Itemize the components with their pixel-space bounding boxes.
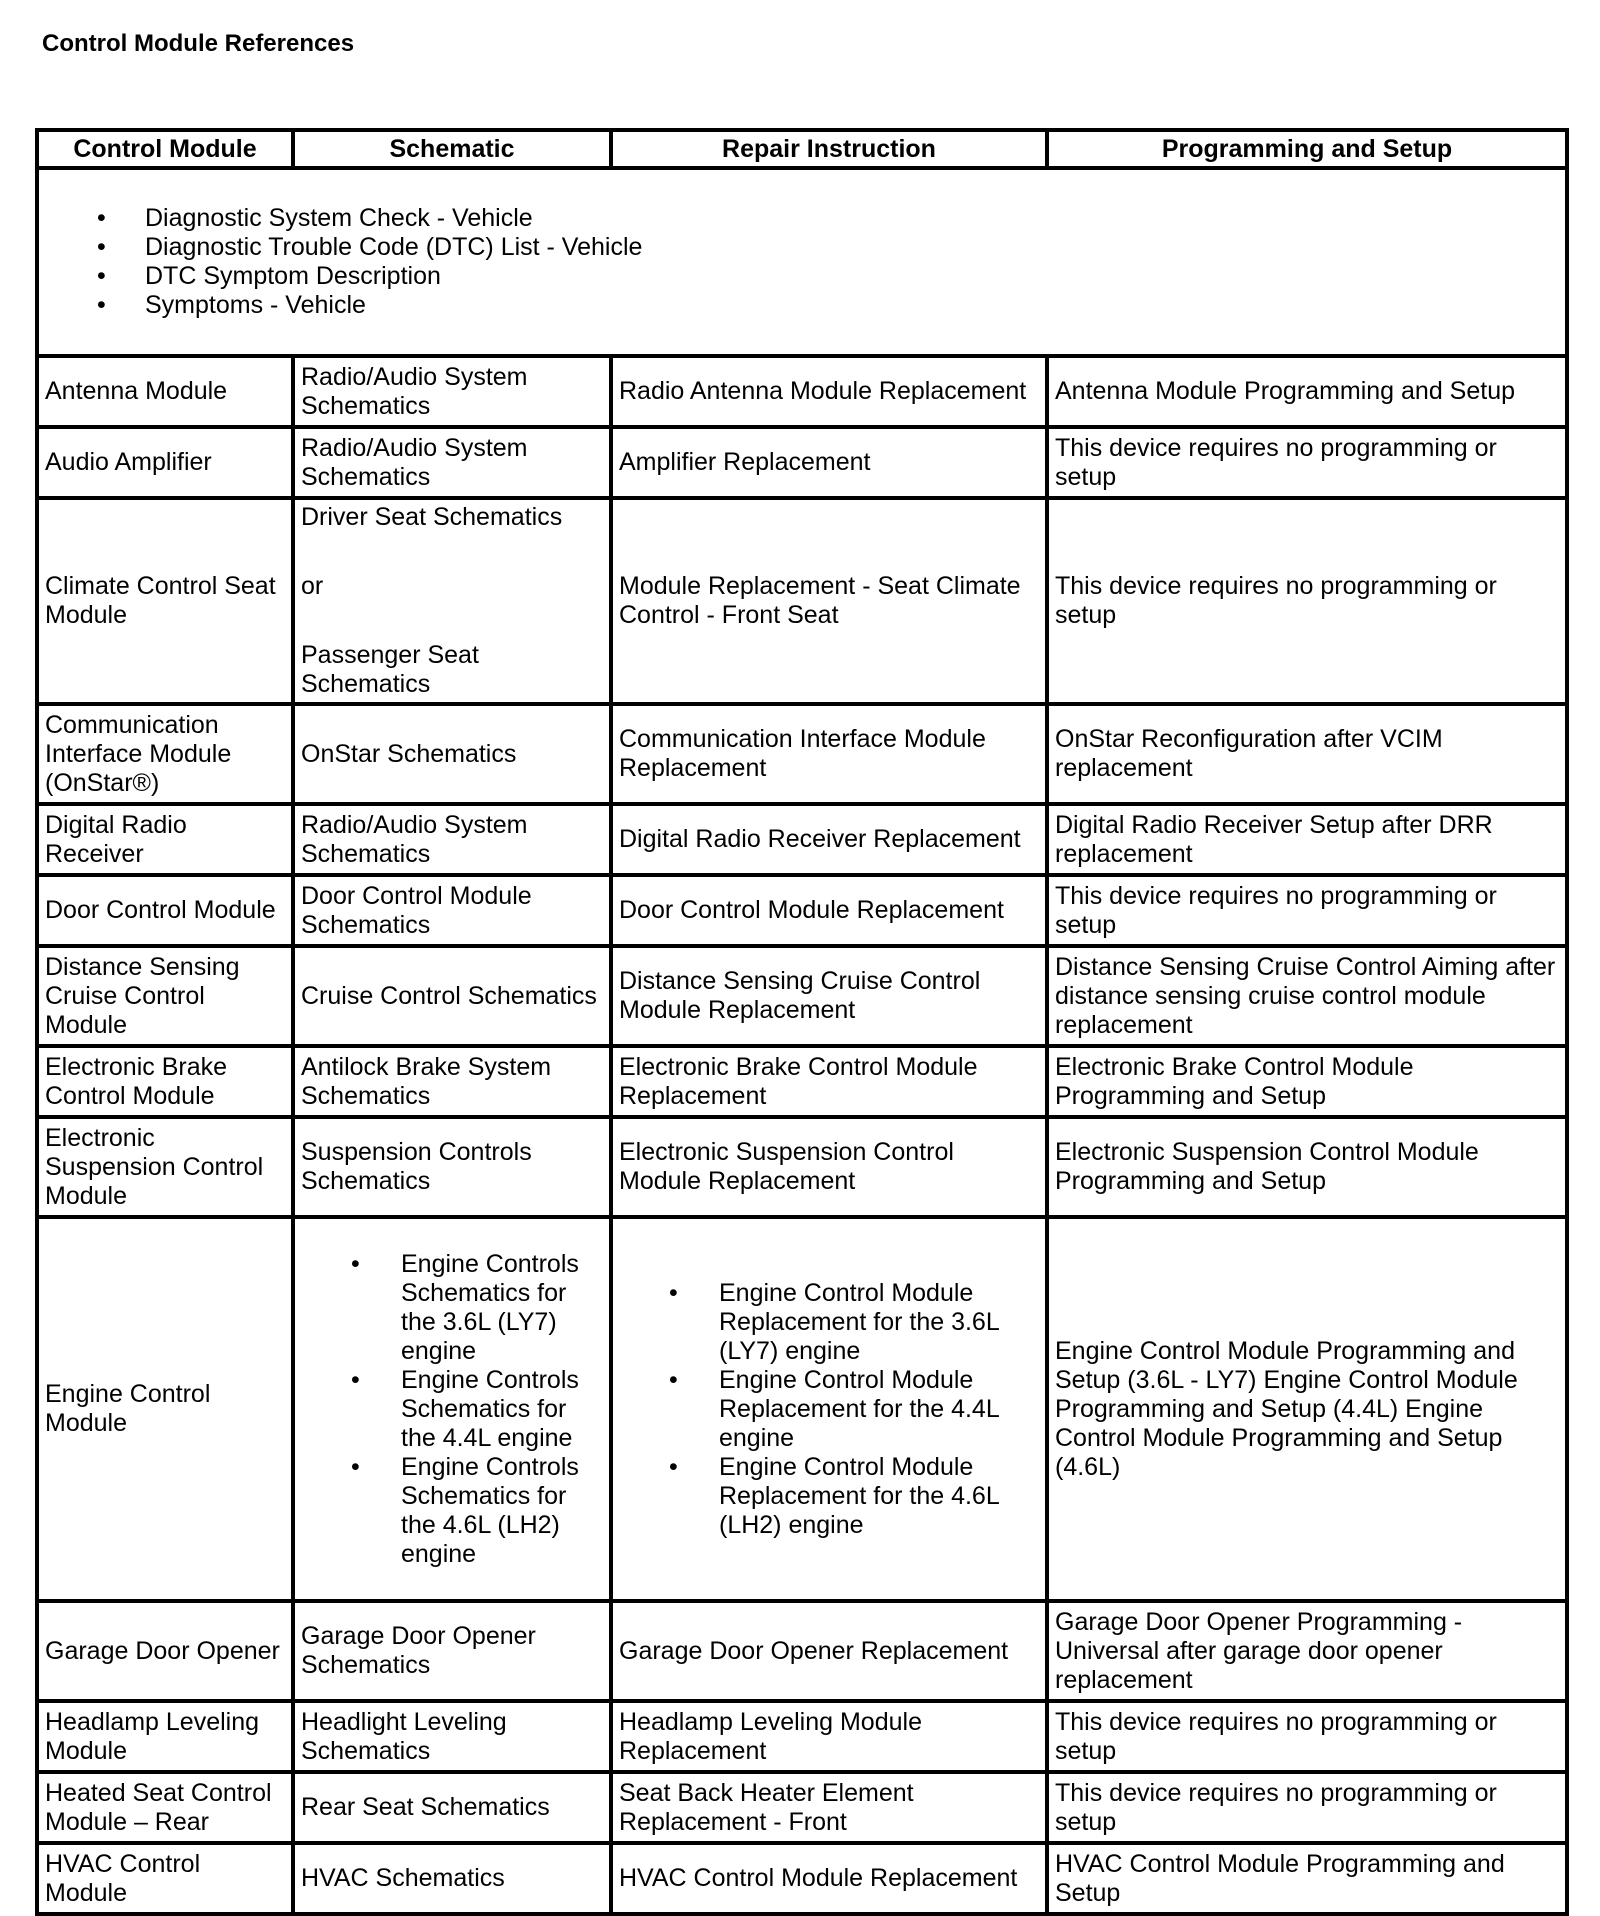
programming-link[interactable]: Electronic Brake Control Module Programming and Setup bbox=[1047, 1046, 1567, 1117]
module-cell: Digital Radio Receiver bbox=[37, 804, 293, 875]
schematic-separator: or bbox=[301, 572, 324, 600]
schematic-link[interactable]: Garage Door Opener Schematics bbox=[293, 1601, 611, 1701]
schematic-link[interactable]: Radio/Audio System Schematics bbox=[293, 427, 611, 498]
general-references-list bbox=[45, 204, 1559, 320]
schematic-link[interactable]: HVAC Schematics bbox=[293, 1843, 611, 1914]
table-row bbox=[37, 875, 1567, 946]
header-repair-instruction: Repair Instruction bbox=[611, 130, 1047, 168]
schematic-link[interactable]: • Engine Controls Schematics for the 4.4L engine bbox=[301, 1366, 603, 1453]
schematic-list bbox=[301, 1250, 603, 1569]
spacer bbox=[301, 601, 603, 641]
header-control-module: Control Module bbox=[37, 130, 293, 168]
header-row bbox=[37, 130, 1567, 168]
schematic-link[interactable]: Cruise Control Schematics bbox=[293, 946, 611, 1046]
programming-link[interactable]: Engine Control Module Programming and Setup (3.6L - LY7) Engine Control Module Programming and Setup (4.4L) Engine Control Module Programming and Setup (4.6L) bbox=[1047, 1217, 1567, 1601]
table-row bbox=[37, 427, 1567, 498]
module-cell: Climate Control Seat Module bbox=[37, 498, 293, 704]
module-cell: Heated Seat Control Module – Rear bbox=[37, 1772, 293, 1843]
repair-list bbox=[619, 1279, 1039, 1540]
table-row bbox=[37, 1601, 1567, 1701]
schematic-link[interactable]: • Engine Controls Schematics for the 3.6L (LY7) engine bbox=[301, 1250, 603, 1366]
schematic-link[interactable]: Headlight Leveling Schematics bbox=[293, 1701, 611, 1772]
schematic-cell bbox=[293, 1217, 611, 1601]
table-row bbox=[37, 1117, 1567, 1217]
programming-link[interactable]: Garage Door Opener Programming - Universal after garage door opener replacement bbox=[1047, 1601, 1567, 1701]
table-row bbox=[37, 498, 1567, 704]
module-cell: Door Control Module bbox=[37, 875, 293, 946]
module-cell: Headlamp Leveling Module bbox=[37, 1701, 293, 1772]
header-programming-setup: Programming and Setup bbox=[1047, 130, 1567, 168]
page-title: Control Module References bbox=[42, 30, 355, 57]
list-item[interactable]: • Diagnostic System Check - Vehicle bbox=[45, 204, 1559, 233]
repair-link[interactable]: Distance Sensing Cruise Control Module Replacement bbox=[611, 946, 1047, 1046]
control-module-table bbox=[35, 128, 1569, 1916]
table-row bbox=[37, 1701, 1567, 1772]
table-row bbox=[37, 1772, 1567, 1843]
table-row bbox=[37, 946, 1567, 1046]
module-cell: Garage Door Opener bbox=[37, 1601, 293, 1701]
schematic-link[interactable]: Suspension Controls Schematics bbox=[293, 1117, 611, 1217]
repair-link[interactable]: Module Replacement - Seat Climate Control - Front Seat bbox=[611, 498, 1047, 704]
repair-cell bbox=[611, 1217, 1047, 1601]
repair-link[interactable]: • Engine Control Module Replacement for the 4.6L (LH2) engine bbox=[619, 1453, 1039, 1540]
module-cell: Distance Sensing Cruise Control Module bbox=[37, 946, 293, 1046]
list-item[interactable]: • DTC Symptom Description bbox=[45, 262, 1559, 291]
repair-link[interactable]: Electronic Suspension Control Module Replacement bbox=[611, 1117, 1047, 1217]
programming-link[interactable]: Digital Radio Receiver Setup after DRR replacement bbox=[1047, 804, 1567, 875]
programming-link[interactable]: HVAC Control Module Programming and Setup bbox=[1047, 1843, 1567, 1914]
table-row bbox=[37, 704, 1567, 804]
repair-link[interactable]: Door Control Module Replacement bbox=[611, 875, 1047, 946]
module-cell: Electronic Brake Control Module bbox=[37, 1046, 293, 1117]
programming-link[interactable]: This device requires no programming or setup bbox=[1047, 427, 1567, 498]
repair-link[interactable]: Radio Antenna Module Replacement bbox=[611, 356, 1047, 427]
schematic-link[interactable]: Antilock Brake System Schematics bbox=[293, 1046, 611, 1117]
table-row bbox=[37, 1217, 1567, 1601]
list-item[interactable]: • Symptoms - Vehicle bbox=[45, 291, 1559, 320]
programming-link[interactable]: Distance Sensing Cruise Control Aiming after distance sensing cruise control module replacement bbox=[1047, 946, 1567, 1046]
programming-link[interactable]: This device requires no programming or setup bbox=[1047, 1701, 1567, 1772]
module-cell: Communication Interface Module (OnStar®) bbox=[37, 704, 293, 804]
repair-link[interactable]: Seat Back Heater Element Replacement - Front bbox=[611, 1772, 1047, 1843]
repair-link[interactable]: Electronic Brake Control Module Replacement bbox=[611, 1046, 1047, 1117]
repair-link[interactable]: Amplifier Replacement bbox=[611, 427, 1047, 498]
programming-link[interactable]: Electronic Suspension Control Module Programming and Setup bbox=[1047, 1117, 1567, 1217]
list-item[interactable]: • Diagnostic Trouble Code (DTC) List - Vehicle bbox=[45, 233, 1559, 262]
repair-link[interactable]: • Engine Control Module Replacement for the 4.4L engine bbox=[619, 1366, 1039, 1453]
module-cell: Engine Control Module bbox=[37, 1217, 293, 1601]
module-cell: HVAC Control Module bbox=[37, 1843, 293, 1914]
schematic-link[interactable]: OnStar Schematics bbox=[293, 704, 611, 804]
module-cell: Antenna Module bbox=[37, 356, 293, 427]
general-references-cell bbox=[37, 168, 1567, 356]
schematic-link[interactable]: Door Control Module Schematics bbox=[293, 875, 611, 946]
table-row bbox=[37, 1046, 1567, 1117]
schematic-link[interactable]: • Engine Controls Schematics for the 4.6L (LH2) engine bbox=[301, 1453, 603, 1569]
module-cell: Audio Amplifier bbox=[37, 427, 293, 498]
repair-link[interactable]: Garage Door Opener Replacement bbox=[611, 1601, 1047, 1701]
spacer bbox=[301, 532, 603, 572]
repair-link[interactable]: Headlamp Leveling Module Replacement bbox=[611, 1701, 1047, 1772]
programming-link[interactable]: OnStar Reconfiguration after VCIM replacement bbox=[1047, 704, 1567, 804]
table-row bbox=[37, 356, 1567, 427]
schematic-link[interactable]: Passenger Seat Schematics bbox=[301, 641, 479, 698]
header-schematic: Schematic bbox=[293, 130, 611, 168]
schematic-link[interactable]: Radio/Audio System Schematics bbox=[293, 804, 611, 875]
table-row bbox=[37, 804, 1567, 875]
module-cell: Electronic Suspension Control Module bbox=[37, 1117, 293, 1217]
schematic-link[interactable]: Rear Seat Schematics bbox=[293, 1772, 611, 1843]
programming-link[interactable]: This device requires no programming or setup bbox=[1047, 1772, 1567, 1843]
programming-link[interactable]: Antenna Module Programming and Setup bbox=[1047, 356, 1567, 427]
repair-link[interactable]: Communication Interface Module Replacement bbox=[611, 704, 1047, 804]
schematic-link[interactable]: Radio/Audio System Schematics bbox=[293, 356, 611, 427]
schematic-cell bbox=[293, 498, 611, 704]
general-row bbox=[37, 168, 1567, 356]
repair-link[interactable]: Digital Radio Receiver Replacement bbox=[611, 804, 1047, 875]
repair-link[interactable]: HVAC Control Module Replacement bbox=[611, 1843, 1047, 1914]
repair-link[interactable]: • Engine Control Module Replacement for the 3.6L (LY7) engine bbox=[619, 1279, 1039, 1366]
programming-link[interactable]: This device requires no programming or setup bbox=[1047, 498, 1567, 704]
programming-link[interactable]: This device requires no programming or setup bbox=[1047, 875, 1567, 946]
table-row bbox=[37, 1843, 1567, 1914]
schematic-link[interactable]: Driver Seat Schematics bbox=[301, 503, 563, 531]
